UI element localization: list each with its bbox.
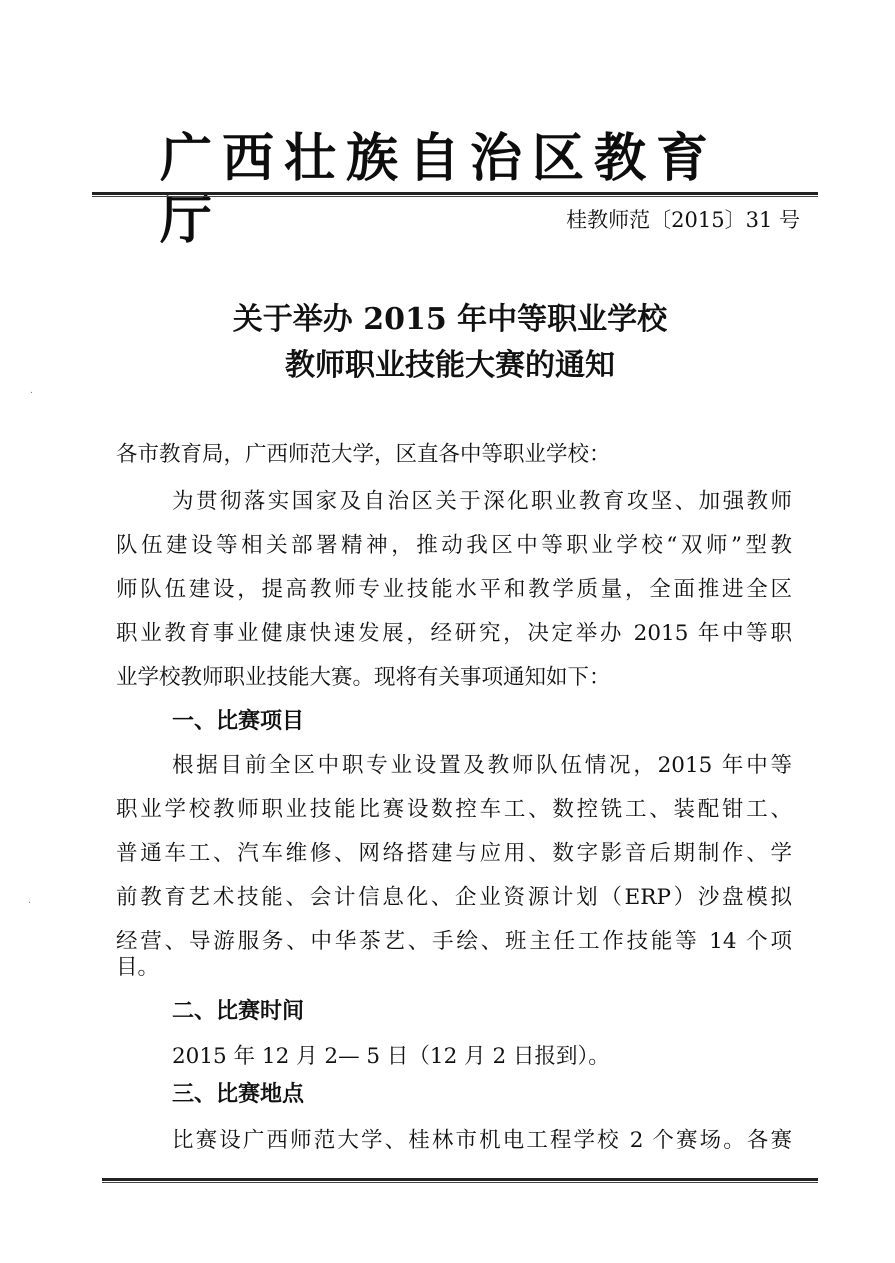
paragraph-line: 经营、导游服务、中华茶艺、手绘、班主任工作技能等 14 个项 [116,929,792,954]
scan-speck: . [28,896,31,906]
scan-speck: . [30,386,33,396]
section-heading-2: 二、比赛时间 [172,999,305,1024]
section-heading-1: 一、比赛项目 [172,709,305,734]
paragraph-line: 目。 [116,955,160,980]
paragraph-line: 职业教育事业健康快速发展，经研究，决定举办 2015 年中等职 [116,621,792,646]
paragraph-line: 前教育艺术技能、会计信息化、企业资源计划（ERP）沙盘模拟 [116,885,792,910]
paragraph-line: 业学校教师职业技能大赛。现将有关事项通知如下： [116,665,611,690]
paragraph-line: 2015 年 12 月 2— 5 日（12 月 2 日报到）。 [172,1044,610,1069]
document-number: 桂教师范〔2015〕31 号 [566,208,800,232]
salutation: 各市教育局，广西师范大学，区直各中等职业学校： [116,442,611,467]
paragraph-line: 师队伍建设，提高教师专业技能水平和教学质量，全面推进全区 [116,577,792,602]
paragraph-line: 根据目前全区中职专业设置及教师队伍情况，2015 年中等 [172,753,792,778]
header-divider [92,192,818,197]
notice-title-line-2: 教师职业技能大赛的通知 [285,348,615,383]
footer-divider [102,1178,818,1183]
notice-title-line-1: 关于举办 2015 年中等职业学校 [232,302,668,337]
paragraph-line: 队伍建设等相关部署精神，推动我区中等职业学校“双师”型教 [116,533,792,558]
paragraph-line: 普通车工、汽车维修、网络搭建与应用、数字影音后期制作、学 [116,841,792,866]
paragraph-line: 为贯彻落实国家及自治区关于深化职业教育攻坚、加强教师 [172,489,792,514]
paragraph-line: 职业学校教师职业技能比赛设数控车工、数控铣工、装配钳工、 [116,797,792,822]
agency-name: 广西壮族自治区教育厅 [160,128,719,251]
section-heading-3: 三、比赛地点 [172,1082,305,1107]
paragraph-line: 比赛设广西师范大学、桂林市机电工程学校 2 个赛场。各赛 [172,1128,792,1153]
